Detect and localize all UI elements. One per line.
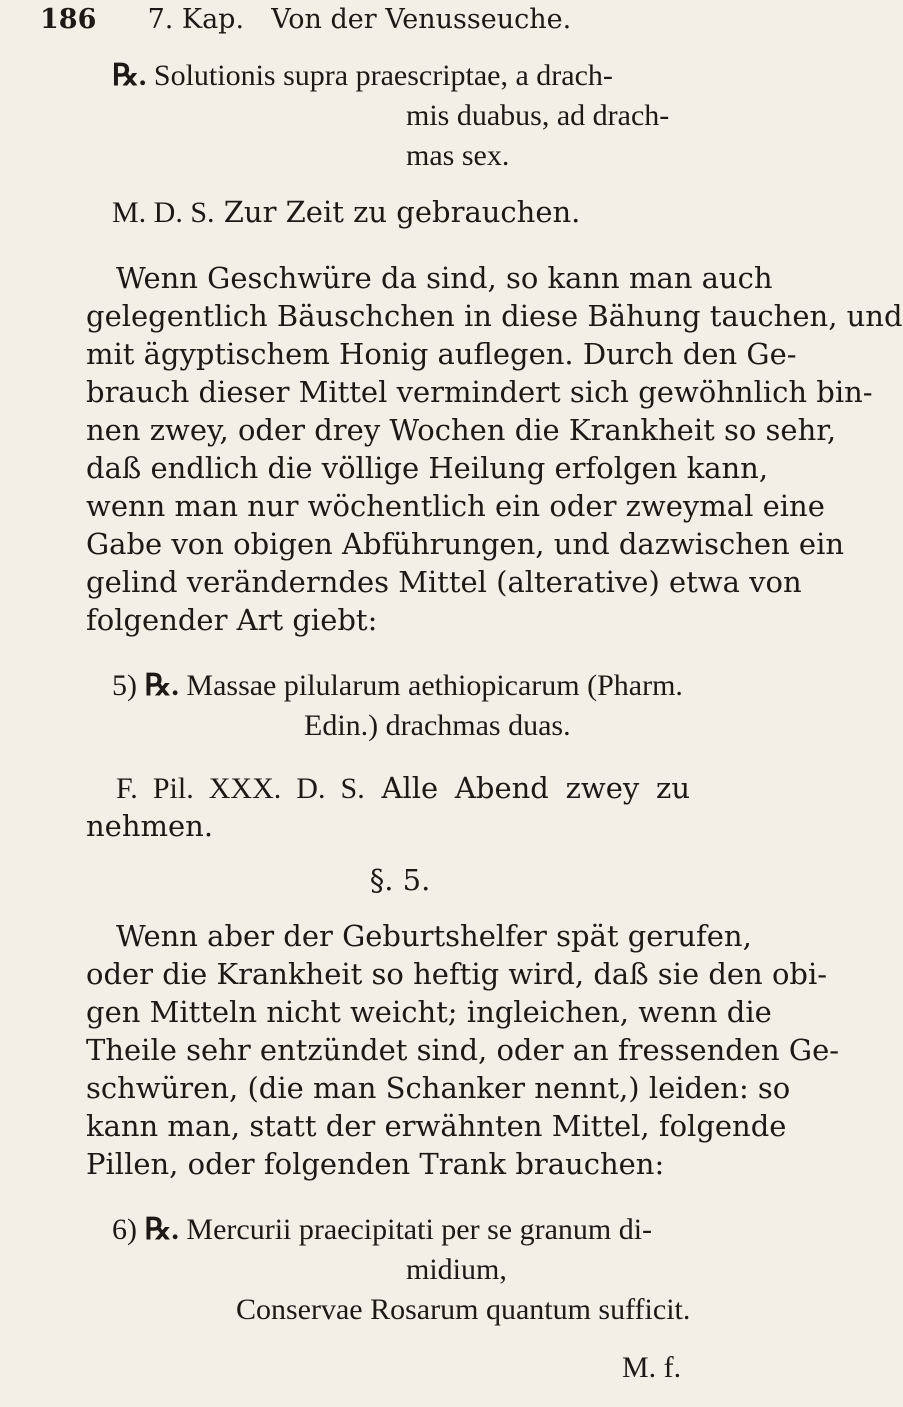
- rx-symbol: ℞.: [112, 59, 147, 92]
- para2-line: Pillen, oder folgenden Trank brauchen:: [86, 1147, 665, 1181]
- para2-line: kann man, statt der erwähnten Mittel, folgende: [86, 1109, 787, 1143]
- para1-line: folgender Art giebt:: [86, 603, 378, 637]
- recipe2-line2: Edin.) drachmas duas.: [304, 709, 571, 742]
- para1-line: Wenn Geschwüre da sind, so kann man auch: [116, 261, 773, 295]
- recipe3-line1: 6) ℞. Mercurii praecipitati per se granum di-: [112, 1213, 653, 1246]
- para2-line: schwüren, (die man Schanker nennt,) leiden: so: [86, 1071, 791, 1105]
- chapter-title: Von der Venusseuche.: [271, 4, 572, 35]
- signa1-text: Zur Zeit zu gebrauchen.: [223, 195, 581, 229]
- para1-line: nen zwey, oder drey Wochen die Krankheit so sehr,: [86, 413, 837, 447]
- recipe3-line2: midium,: [406, 1253, 507, 1286]
- recipe1-line2: mis duabus, ad drach-: [406, 99, 670, 132]
- para1-line: daß endlich die völlige Heilung erfolgen kann,: [86, 451, 769, 485]
- para2-line: Wenn aber der Geburtshelfer spät gerufen,: [116, 919, 752, 953]
- recipe1-line3: mas sex.: [406, 139, 510, 172]
- signa1: [112, 194, 580, 231]
- chapter-label: 7. Kap.: [147, 4, 245, 35]
- para1-line: Gabe von obigen Abführungen, und dazwischen ein: [86, 527, 845, 561]
- rx-symbol: ℞.: [144, 1213, 179, 1246]
- signa1-abbr: M. D. S.: [112, 196, 215, 229]
- para1-line: wenn man nur wöchentlich ein oder zweymal eine: [86, 489, 825, 523]
- para1-line: gelind veränderndes Mittel (alterative) etwa von: [86, 565, 802, 599]
- rx-symbol: ℞.: [144, 669, 179, 702]
- para1-line: brauch dieser Mittel vermindert sich gewöhnlich bin-: [86, 375, 873, 409]
- para1-line: gelegentlich Bäuschchen in diese Bähung tauchen, und: [86, 299, 903, 333]
- recipe3-line3: Conservae Rosarum quantum sufficit.: [236, 1293, 691, 1326]
- signa2-line2: nehmen.: [86, 809, 214, 843]
- footer-abbr: M. f.: [622, 1351, 682, 1384]
- signa2-line1: F. Pil. XXX. D. S. Alle Abend zwey zu: [116, 771, 690, 805]
- running-header: [40, 2, 571, 38]
- recipe2-line1: 5) ℞. Massae pilularum aethiopicarum (Pharm.: [112, 669, 683, 702]
- para2-line: Theile sehr entzündet sind, oder an fressenden Ge-: [86, 1033, 840, 1067]
- para2-line: gen Mitteln nicht weicht; ingleichen, wenn die: [86, 995, 772, 1029]
- recipe1-line1: ℞. Solutionis supra praescriptae, a drach-: [112, 59, 613, 92]
- para1-line: mit ägyptischem Honig auflegen. Durch den Ge-: [86, 337, 797, 371]
- para2-line: oder die Krankheit so heftig wird, daß sie den obi-: [86, 957, 828, 991]
- recipe2-number: 5): [112, 669, 137, 702]
- page-number: 186: [40, 4, 97, 35]
- section-heading: §. 5.: [369, 863, 431, 897]
- recipe3-number: 6): [112, 1213, 137, 1246]
